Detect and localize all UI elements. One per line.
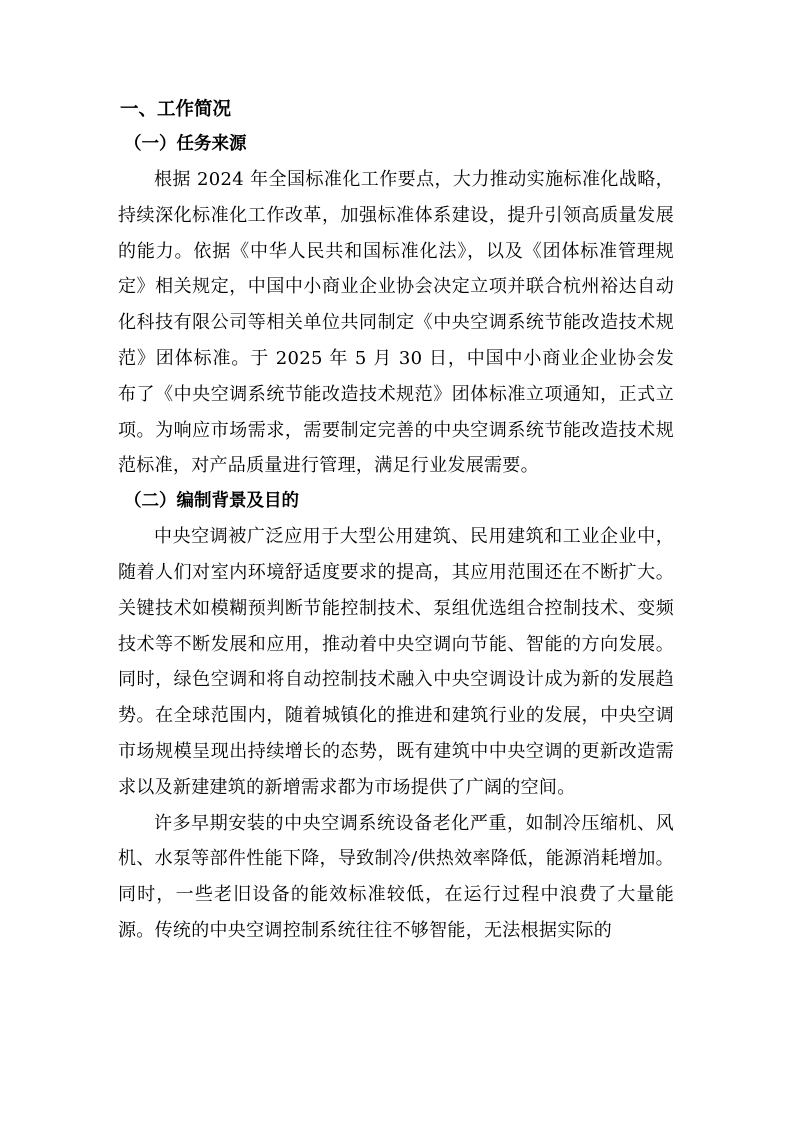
paragraph-background-2: 许多早期安装的中央空调系统设备老化严重，如制冷压缩机、风机、水泵等部件性能下降，导致制冷/供热效率降低，能源消耗增加。同时，一些老旧设备的能效标准较低，在运行过程中浪费了大量能源。传统的中央空调控制系统往往不够智能，无法根据实际的: [118, 812, 674, 941]
paragraph-background-1: 中央空调被广泛应用于大型公用建筑、民用建筑和工业企业中，随着人们对室内环境舒适度要求的提高，其应用范围还在不断扩大。关键技术如模糊预判断节能控制技术、泵组优选组合控制技术、变频技术等不断发展和应用，推动着中央空调向节能、智能的方向发展。同时，绿色空调和将自动控制技术融入中央空调设计成为新的发展趋势。在全球范围内，随着城镇化的推进和建筑行业的发展，中央空调市场规模呈现出持续增长的态势，既有建筑中中央空调的更新改造需求以及新建建筑的新增需求都为市场提供了广阔的空间。: [118, 526, 674, 798]
heading-task-source: （一）任务来源: [124, 134, 247, 154]
heading-work-overview: 一、工作简况: [120, 99, 232, 120]
paragraph-task-source: 根据 2024 年全国标准化工作要点，大力推动实施标准化战略，持续深化标准化工作改革，加强标准体系建设，提升引领高质量发展的能力。依据《中华人民共和国标准化法》，以及《团体标准管理规定》相关规定，中国中小商业企业协会决定立项并联合杭州裕达自动化科技有限公司等相关单位共同制定《中央空调系统节能改造技术规范》团体标准。于 2025 年 5 月 30 日，中国中小商业企业协会发布了《中央空调系统节能改造技术规范》团体标准立项通知，正式立项。为响应市场需求，需要制定完善的中央空调系统节能改造技术规范标准，对产品质量进行管理，满足行业发展需要。: [118, 169, 674, 477]
heading-background-purpose: （二）编制背景及目的: [124, 491, 299, 512]
document-page: [118, 92, 674, 949]
